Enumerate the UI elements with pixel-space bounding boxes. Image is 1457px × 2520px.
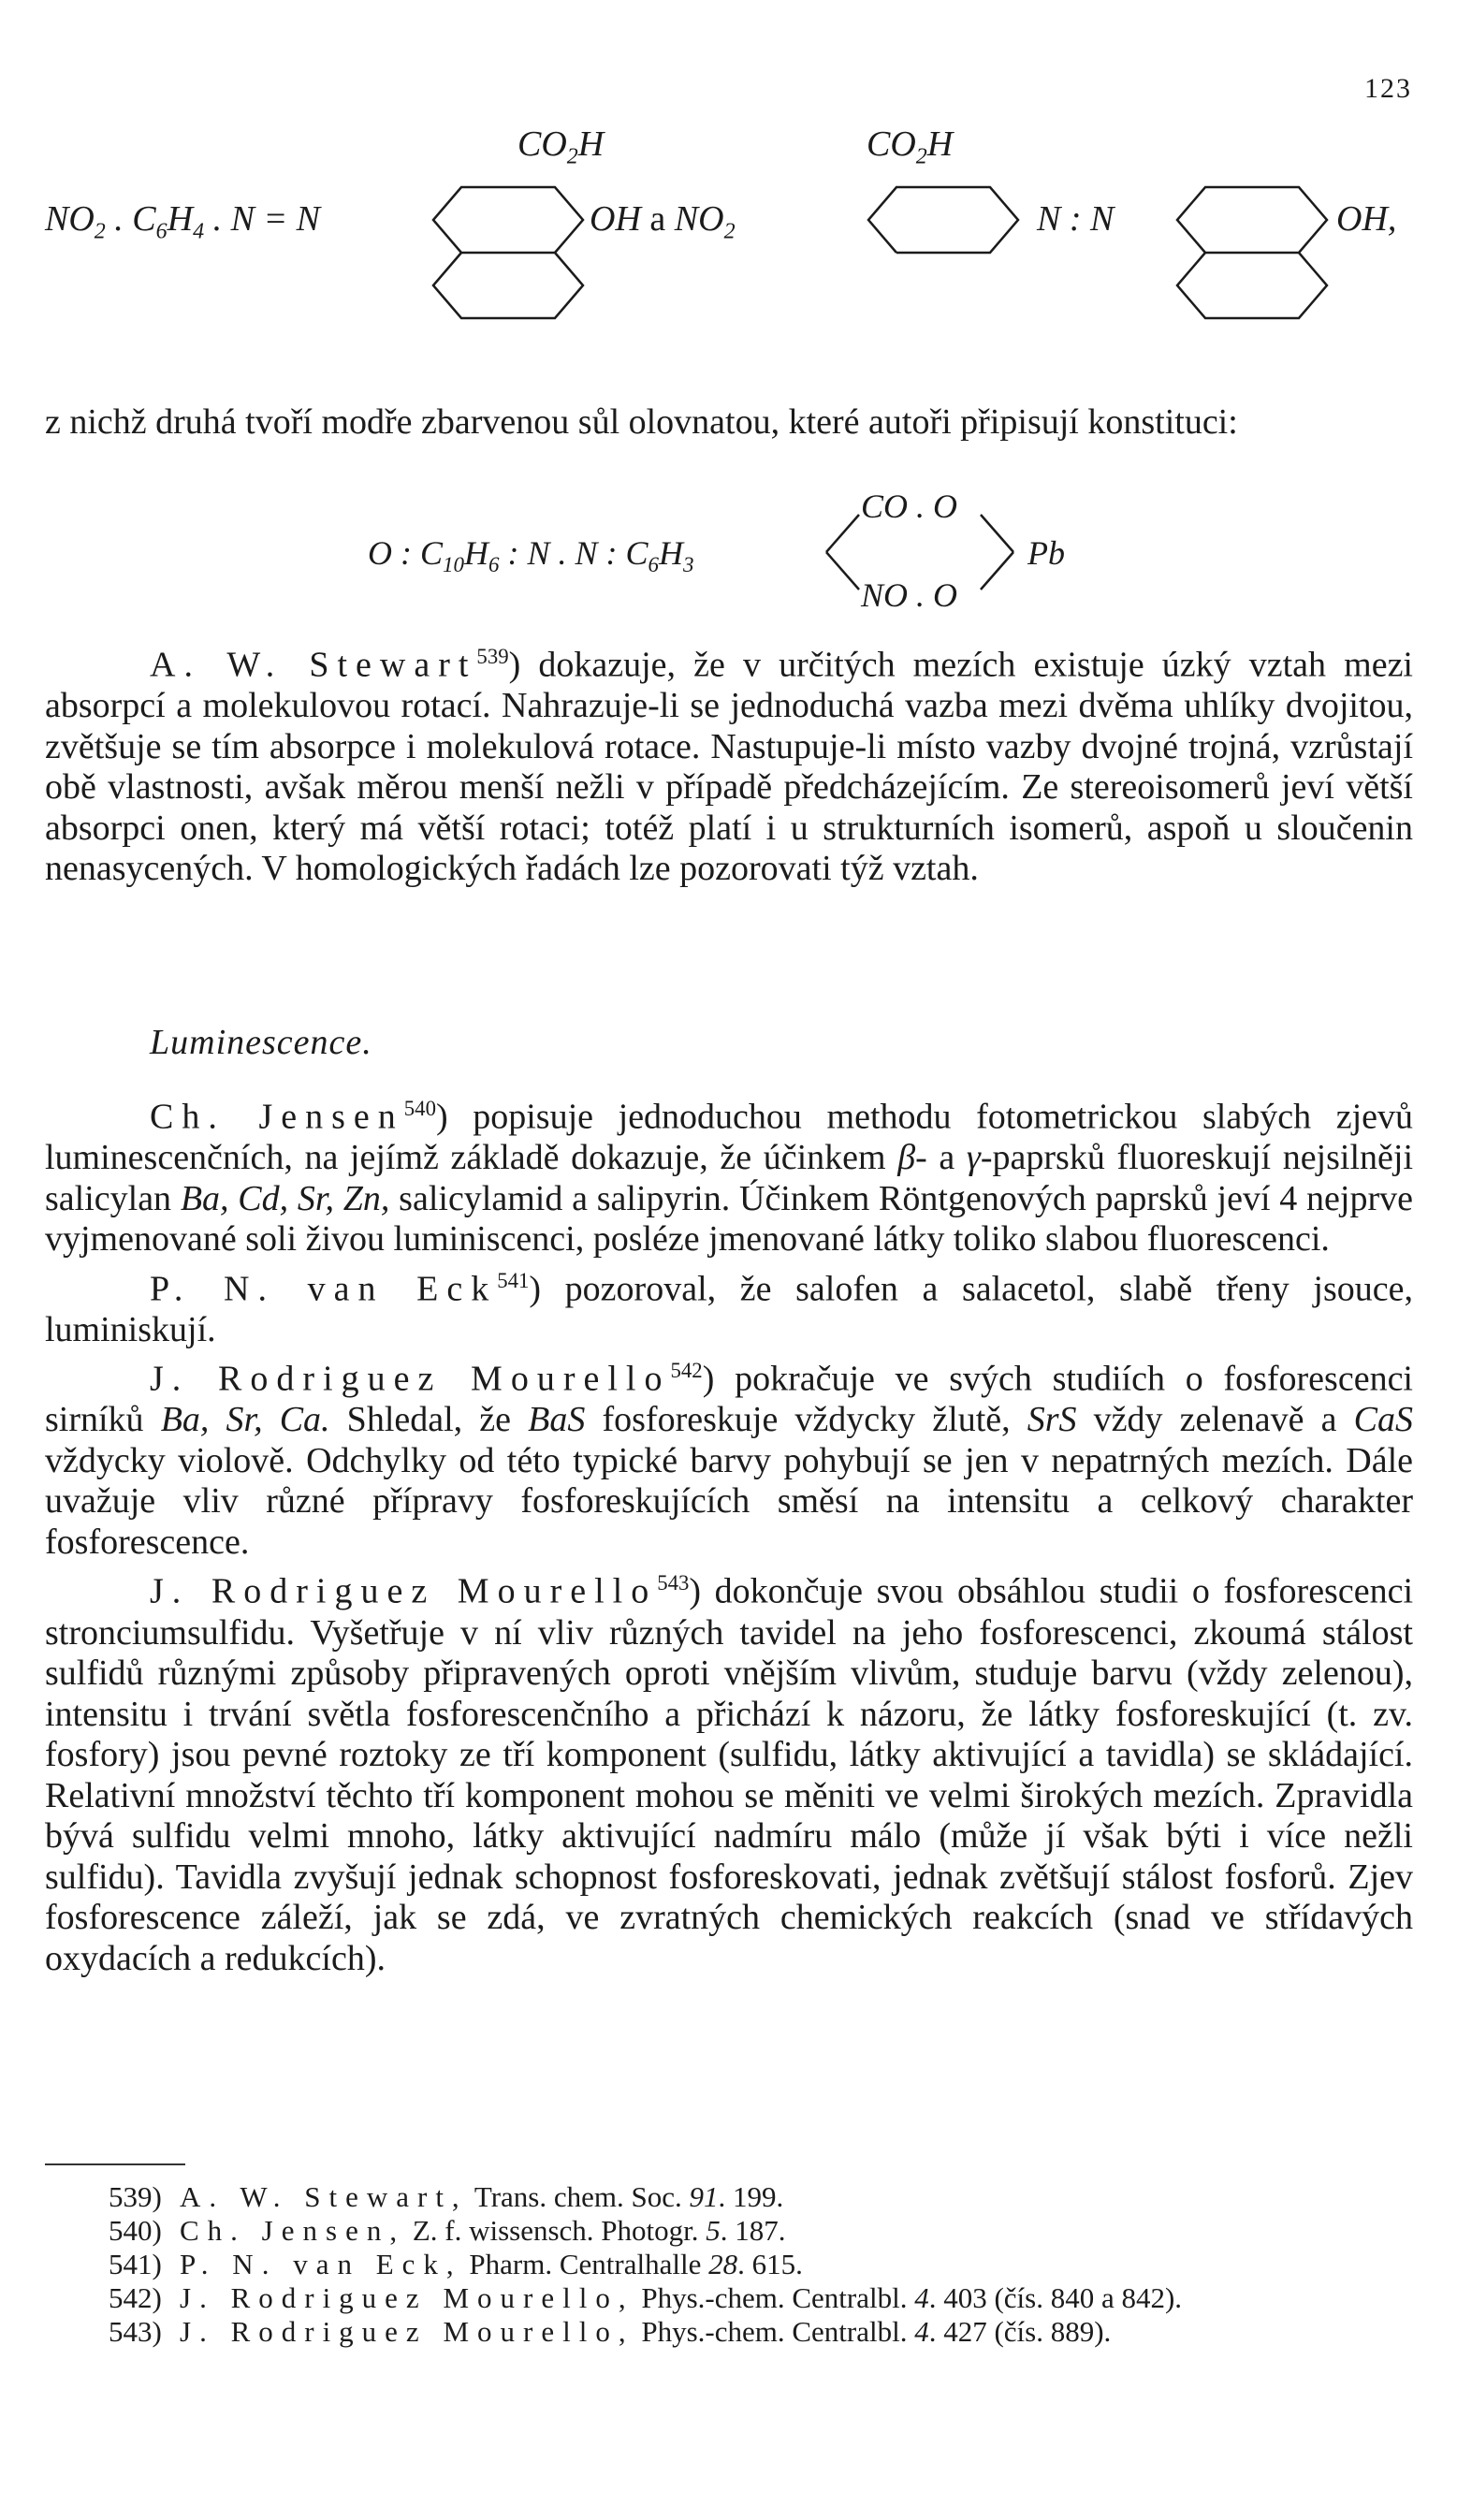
carboxyl-label-left: $CO_2H$ [517, 124, 605, 169]
azo-label: N : N [1037, 199, 1115, 239]
paragraph-vaneck: P. N. van Eck$^{541}$) pozoroval, že salofen a salacetol, slabě třeny jsouce, luminiskují. [45, 1268, 1414, 1349]
intro-text: z nichž druhá tvoří modře zbarvenou sůl olovnatou, které autoři připisují konstituci: [45, 402, 1238, 442]
author-name: Ch. Jensen [150, 1097, 404, 1137]
footnote-539: 539) A. W. Stewart, Trans. chem. Soc. 91. 199. [109, 2180, 784, 2213]
lead-formula-co: CO . O [861, 488, 958, 525]
benzene-rings-drawing [45, 159, 1421, 402]
section-heading-luminescence: Luminescence. [150, 1023, 372, 1062]
lead-formula-no: NO . O [861, 576, 958, 614]
paragraph-mourello-2: J. Rodriguez Mourello$^{543}$) dokončuje svou obsáhlou studii o fosforescenci stronciumsulfidu. Vyšetřuje v ní vliv různých tavidel na jeho fosforescenci, zkoumá stálost sulfidů různými způsoby připravených oproti vnějším vlivům, studuje barvu (vždy zelenou), intensitu i trvání světla fosforescenčního a přichází k názoru, že látky fosforeskující (t. zv. fosfory) jsou pevné roztoky ze tří komponent (sulfidu, látky aktivující a tavidla) se skládající. Relativní množství těchto tří komponent mohou se měniti ve velmi širokých mezích. Zpravidla bývá sulfidu velmi mnoho, látky aktivující nadmíru málo (může jí však býti i více nežli sulfidu). Tavidla zvyšují jednak schopnost fosforeskovati, jednak zvětšují stálost fosforů. Zjev fosforescence záleží, jak se zdá, ve zvratných chemických reakcích (snad ve střídavých oxydacích a redukcích). [45, 1571, 1413, 1978]
intro-paragraph [45, 402, 1413, 444]
hydroxyl-label-right: OH, [1336, 199, 1397, 239]
footnotes [45, 2180, 1413, 2349]
footnote-542: 542) J. Rodriguez Mourello, Phys.-chem. Centralbl. 4. 403 (čís. 840 a 842). [109, 2281, 1183, 2314]
footnote-ref[interactable]: 540 [403, 1097, 436, 1120]
paragraph-jensen: Ch. Jensen$^{540}$) popisuje jednoduchou methodu fotometrickou slabých zjevů luminescenčních, na jejímž základě dokazuje, že účinkem β- a γ-paprsků fluoreskují nejsilněji salicylan Ba, Cd, Sr, Zn, salicylamid a salipyrin. Účinkem Röntgenových paprsků jeví 4 nejprve vyjmenované soli živou luminiscenci, posléze jmenované látky toliko slabou fluorescenci. [45, 1097, 1414, 1260]
footnote-540: 540) Ch. Jensen, Z. f. wissensch. Photogr. 5. 187. [109, 2214, 786, 2247]
structural-formula-lead-salt [45, 487, 1421, 618]
author-name: P. N. van Eck [150, 1269, 498, 1309]
footnote-541: 541) P. N. van Eck, Pharm. Centralhalle 28. 615. [109, 2248, 803, 2280]
lead-formula-main: O : $C_{10}H_6$ : N . N : $C_6H_3$ [368, 534, 694, 577]
author-name: A. W. Stewart [150, 645, 477, 685]
carboxyl-label-right: $CO_2H$ [867, 124, 954, 169]
paragraph-mourello-1: J. Rodriguez Mourello$^{542}$) pokračuje ve svých studiích o fosforescenci sirníků Ba, Sr, Ca. Shledal, že BaS fosforeskuje vždycky žlutě, SrS vždy zelenavě a CaS vždycky violově. Odchylky od této typické barvy pohybují se jen v nepatrných mezích. Dále uvažuje vliv různé přípravy fosforeskujících směsí na intensitu a celkový charakter fosforescence. [45, 1359, 1414, 1562]
footnote-divider [45, 2163, 185, 2165]
section-luminescence [45, 1088, 1413, 1979]
hydroxyl-label-left: OH a $NO_2$ [590, 199, 736, 244]
footnote-ref[interactable]: 541 [497, 1268, 530, 1292]
lead-formula-pb: Pb [1027, 534, 1065, 572]
paragraph-stewart: A. W. Stewart$^{539}$) dokazuje, že v určitých mezích existuje úzký vztah mezi absorpcí a molekulovou rotací. Nahrazuje-li se jednoduchá vazba mezi dvěma uhlíky dvojitou, zvětšuje se tím absorpce i molekulová rotace. Nastupuje-li místo vazby dvojné trojná, vzrůstají obě vlastnosti, avšak měrou menší nežli v případě předcházejícím. Ze stereoisomerů jeví větší absorpci onen, který má větší rotaci; totéž platí i u strukturních isomerů, aspoň u sloučenin nenasycených. V homologických řadách lze pozorovati týž vztah. [45, 645, 1413, 889]
formula-left-part: $NO_2$ . $C_6H_4$ . N = N [45, 199, 320, 244]
structural-formula-azo [45, 124, 1421, 402]
page-number: 123 [1364, 73, 1412, 104]
footnote-ref[interactable]: 539 [476, 645, 509, 668]
author-name: J. Rodriguez Mourello [150, 1359, 671, 1399]
footnote-ref[interactable]: 543 [657, 1571, 690, 1595]
section-stewart [45, 636, 1413, 890]
chelate-bonds-drawing [45, 487, 1421, 618]
footnote-ref[interactable]: 542 [670, 1359, 703, 1383]
footnote-543: 543) J. Rodriguez Mourello, Phys.-chem. Centralbl. 4. 427 (čís. 889). [109, 2315, 1112, 2348]
author-name: J. Rodriguez Mourello [150, 1572, 658, 1612]
